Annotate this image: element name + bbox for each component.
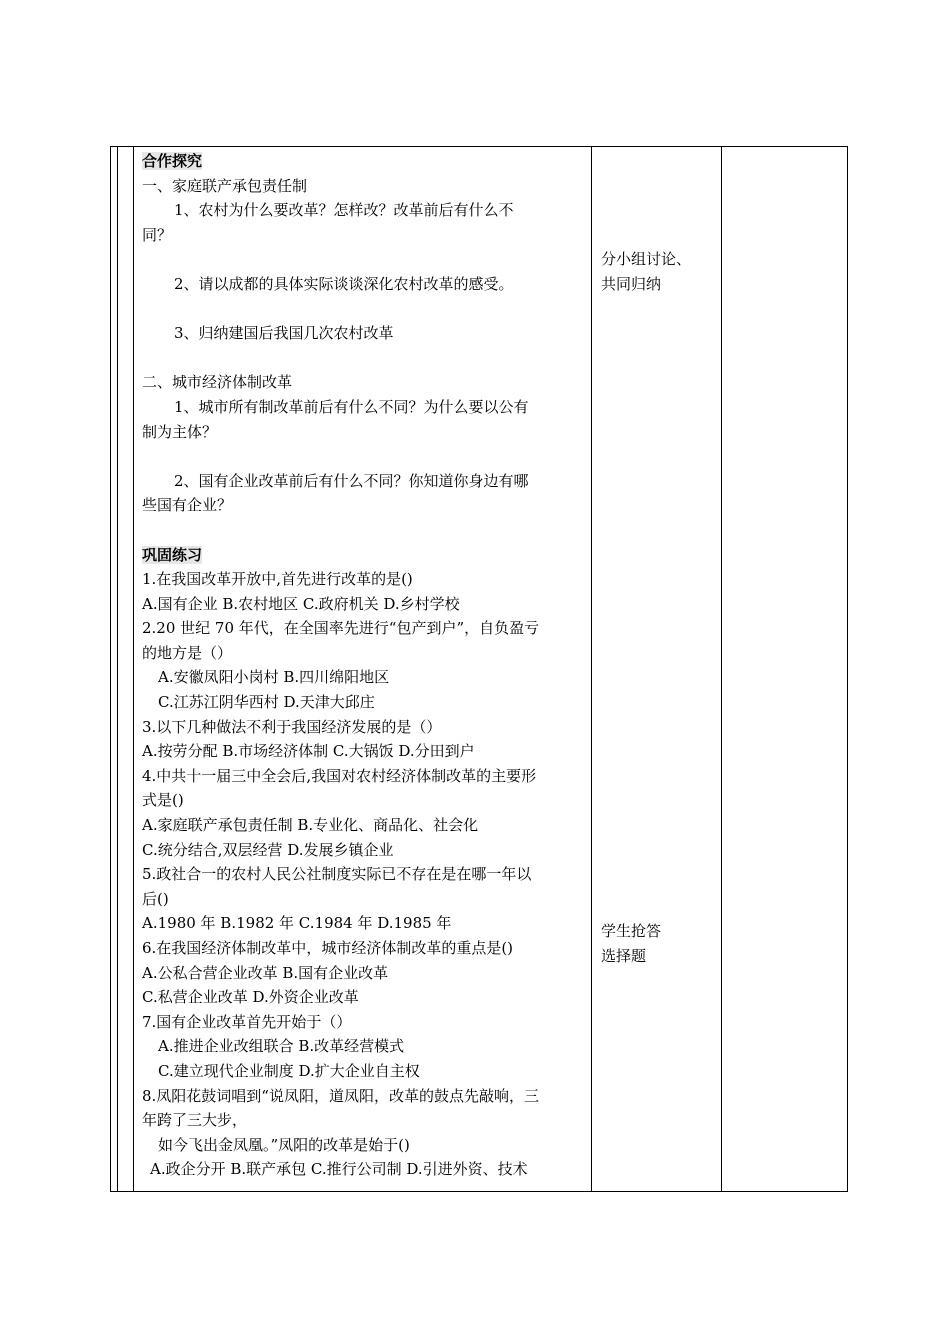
activity-note-quiz: 学生抢答 选择题 — [601, 922, 662, 965]
practice-line: A.1980 年 B.1982 年 C.1984 年 D.1985 年 — [142, 914, 452, 933]
part2-question-2-line1: 2、国有企业改革前后有什么不同？你知道你身边有哪 — [174, 471, 529, 490]
part2-title: 二、城市经济体制改革 — [142, 373, 293, 392]
part1-question-1-line2: 同？ — [142, 225, 173, 244]
part1-title: 一、家庭联产承包责任制 — [142, 176, 308, 195]
table-divider-col3 — [721, 147, 722, 1191]
practice-line: 7.国有企业改革首先开始于（） — [142, 1012, 352, 1031]
part2-question-1-line2: 制为主体？ — [142, 422, 218, 441]
practice-line: 的地方是（） — [142, 643, 233, 662]
practice-line: 5.政社合一的农村人民公社制度实际已不存在是在哪一年以 — [142, 865, 532, 884]
part2-question-1-line1: 1、城市所有制改革前后有什么不同？为什么要以公有 — [174, 397, 529, 416]
practice-line: 年跨了三大步， — [142, 1111, 248, 1130]
practice-line: A.公私合营企业改革 B.国有企业改革 — [142, 963, 389, 982]
practice-line: 后() — [142, 889, 169, 908]
practice-line: A.推进企业改组联合 B.改革经营模式 — [158, 1037, 405, 1056]
table-divider-col1 — [133, 147, 134, 1191]
lesson-table — [110, 146, 848, 1192]
table-divider-col2 — [591, 147, 592, 1191]
part1-question-2: 2、请以成都的具体实际谈谈深化农村改革的感受。 — [174, 274, 514, 293]
part1-question-3: 3、归纳建国后我国几次农村改革 — [174, 324, 394, 343]
practice-line: A.按劳分配 B.市场经济体制 C.大锅饭 D.分田到户 — [142, 742, 475, 761]
practice-line: A.政企分开 B.联产承包 C.推行公司制 D.引进外资、技术 — [150, 1160, 528, 1179]
practice-line: 2.20 世纪 70 年代，在全国率先进行“包产到户”，自负盈亏 — [142, 619, 540, 638]
part1-question-1-line1: 1、农村为什么要改革？怎样改？改革前后有什么不 — [174, 201, 514, 220]
practice-line: 4.中共十一届三中全会后,我国对农村经济体制改革的主要形 — [142, 766, 537, 785]
practice-line: C.建立现代企业制度 D.扩大企业自主权 — [158, 1061, 420, 1080]
practice-line: C.江苏江阴华西村 D.天津大邱庄 — [158, 693, 375, 712]
practice-line: A.国有企业 B.农村地区 C.政府机关 D.乡村学校 — [142, 594, 460, 613]
practice-heading: 巩固练习 — [142, 545, 203, 564]
practice-line: C.统分结合,双层经营 D.发展乡镇企业 — [142, 840, 394, 859]
practice-line: 如今飞出金凤凰。”凤阳的改革是始于() — [158, 1135, 410, 1154]
practice-line: 6.在我国经济体制改革中，城市经济体制改革的重点是() — [142, 939, 514, 957]
activity-note-discussion: 分小组讨论、 共同归纳 — [601, 250, 692, 293]
practice-line: 8.凤阳花鼓词唱到“说凤阳，道凤阳，改革的鼓点先敲响，三 — [142, 1086, 539, 1105]
practice-line: A.安徽凤阳小岗村 B.四川绵阳地区 — [158, 668, 390, 687]
practice-line: 1.在我国改革开放中,首先进行改革的是() — [142, 570, 413, 589]
practice-line: C.私营企业改革 D.外资企业改革 — [142, 988, 359, 1007]
part2-question-2-line2: 些国有企业？ — [142, 496, 233, 515]
practice-line: 式是() — [142, 791, 184, 810]
practice-line: 3.以下几种做法不利于我国经济发展的是（） — [142, 717, 442, 736]
practice-line: A.家庭联产承包责任制 B.专业化、商品化、社会化 — [142, 816, 479, 835]
section-heading: 合作探究 — [142, 152, 203, 170]
table-border-left-inner — [117, 147, 118, 1191]
content-column — [142, 149, 588, 1182]
